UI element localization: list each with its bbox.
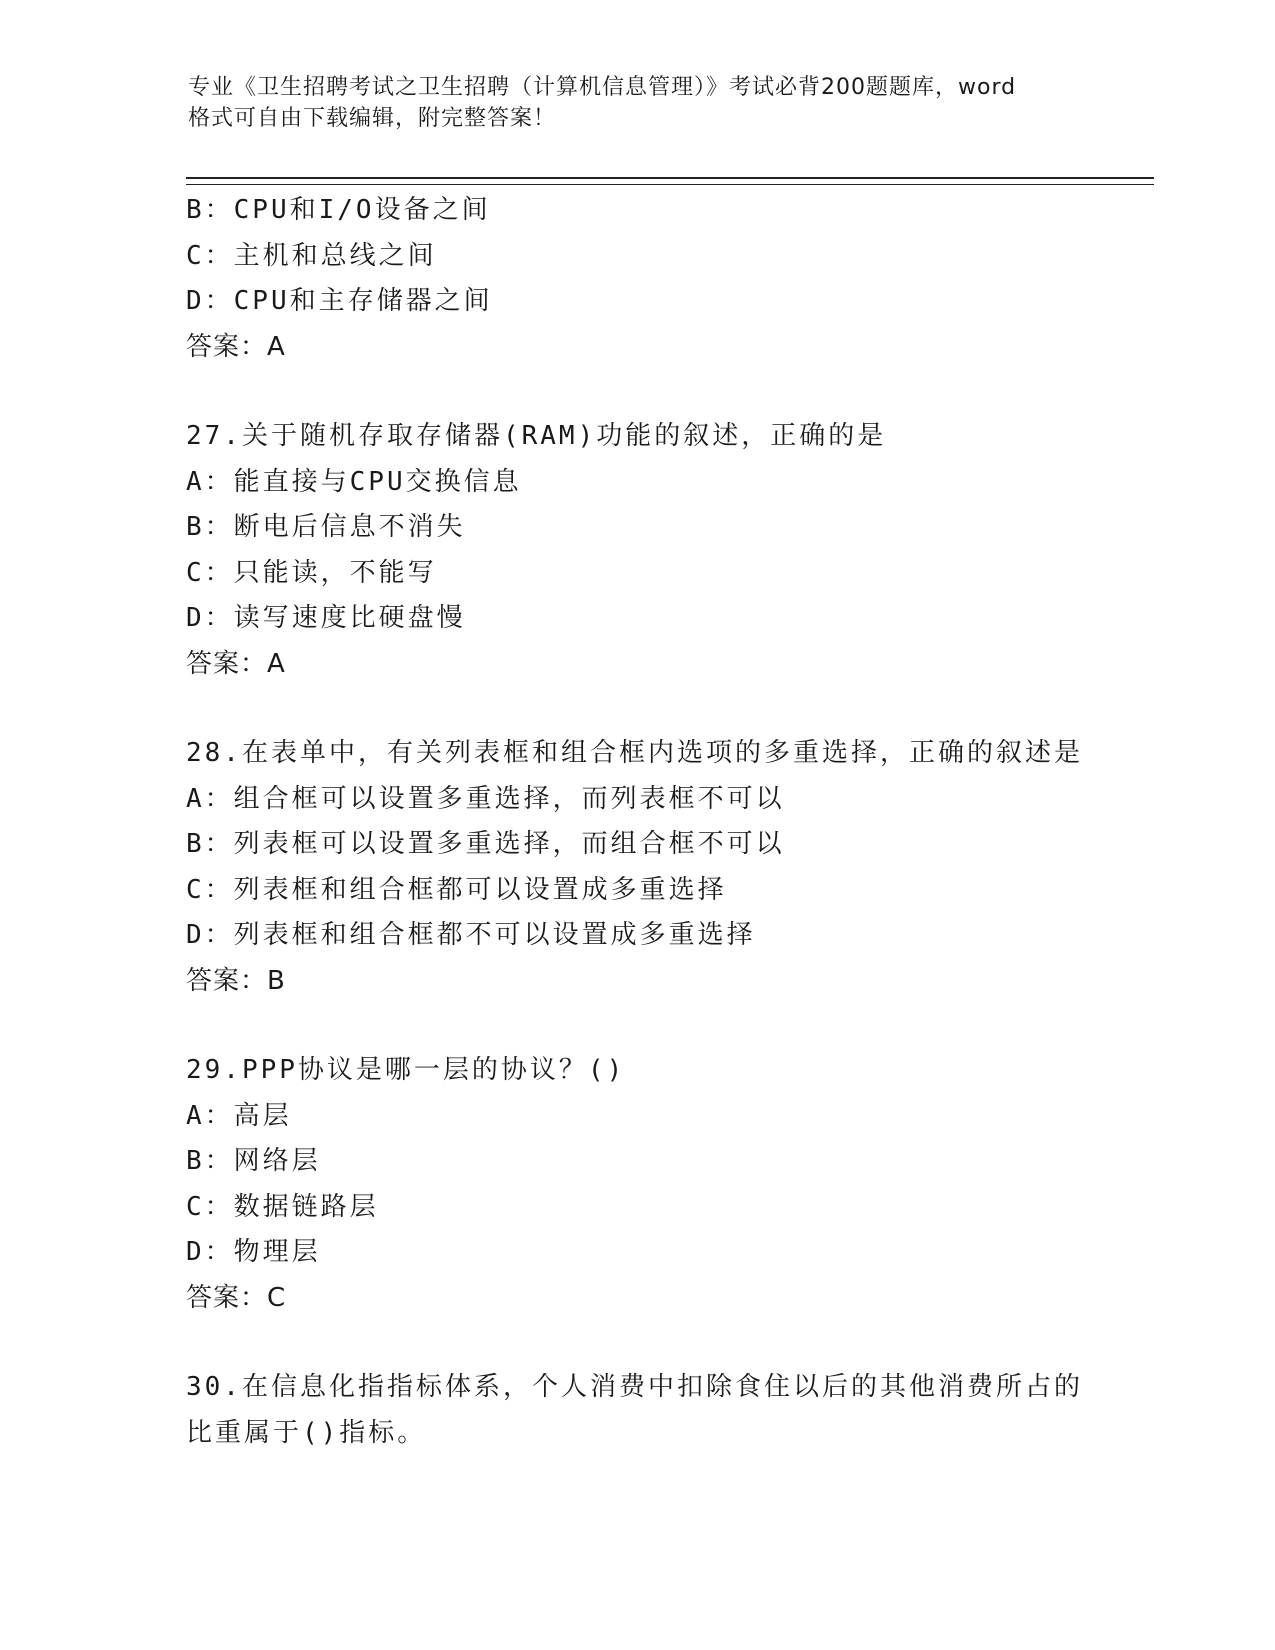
question-stem: 29.PPP协议是哪一层的协议？() bbox=[186, 1055, 626, 1085]
option-c: C：主机和总线之间 bbox=[186, 240, 437, 271]
option-b: B：CPU和I/O设备之间 bbox=[186, 195, 491, 225]
document-header bbox=[188, 72, 1088, 134]
header-line-1: 专业《卫生招聘考试之卫生招聘（计算机信息管理）》考试必背200题题库，word bbox=[188, 75, 1017, 100]
option-d: D：读写速度比硬盘慢 bbox=[186, 603, 466, 633]
answer: 答案：A bbox=[186, 648, 286, 679]
option-b: B：列表框可以设置多重选择，而组合框不可以 bbox=[186, 829, 785, 859]
option-b: B：网络层 bbox=[186, 1146, 321, 1176]
question-stem-line-2: 比重属于()指标。 bbox=[186, 1417, 427, 1448]
answer: 答案：C bbox=[186, 1282, 287, 1313]
option-d: D：列表框和组合框都不可以设置成多重选择 bbox=[186, 920, 756, 950]
option-a: A：能直接与CPU交换信息 bbox=[186, 466, 522, 497]
question-29 bbox=[186, 1048, 1086, 1321]
question-stem: 27.关于随机存取存储器(RAM)功能的叙述，正确的是 bbox=[186, 421, 887, 451]
answer: 答案：B bbox=[186, 965, 286, 996]
question-stem-line-1: 30.在信息化指指标体系，个人消费中扣除食住以后的其他消费所占的 bbox=[186, 1372, 1083, 1402]
question-stem: 28.在表单中，有关列表框和组合框内选项的多重选择，正确的叙述是 bbox=[186, 738, 1083, 768]
option-d: D：CPU和主存储器之间 bbox=[186, 286, 493, 316]
option-b: B：断电后信息不消失 bbox=[186, 512, 466, 542]
header-divider bbox=[186, 177, 1154, 185]
option-c: C：只能读，不能写 bbox=[186, 557, 437, 588]
option-d: D：物理层 bbox=[186, 1237, 321, 1267]
answer: 答案：A bbox=[186, 331, 286, 362]
question-27 bbox=[186, 414, 1086, 687]
question-30 bbox=[186, 1365, 1086, 1456]
option-a: A：高层 bbox=[186, 1100, 292, 1131]
option-c: C：数据链路层 bbox=[186, 1191, 379, 1222]
option-a: A：组合框可以设置多重选择，而列表框不可以 bbox=[186, 783, 785, 814]
question-28 bbox=[186, 731, 1086, 1004]
option-c: C：列表框和组合框都可以设置成多重选择 bbox=[186, 874, 727, 905]
header-line-2: 格式可自由下载编辑，附完整答案！ bbox=[188, 106, 557, 131]
question-continued bbox=[186, 188, 1086, 370]
question-list bbox=[186, 188, 1086, 1456]
